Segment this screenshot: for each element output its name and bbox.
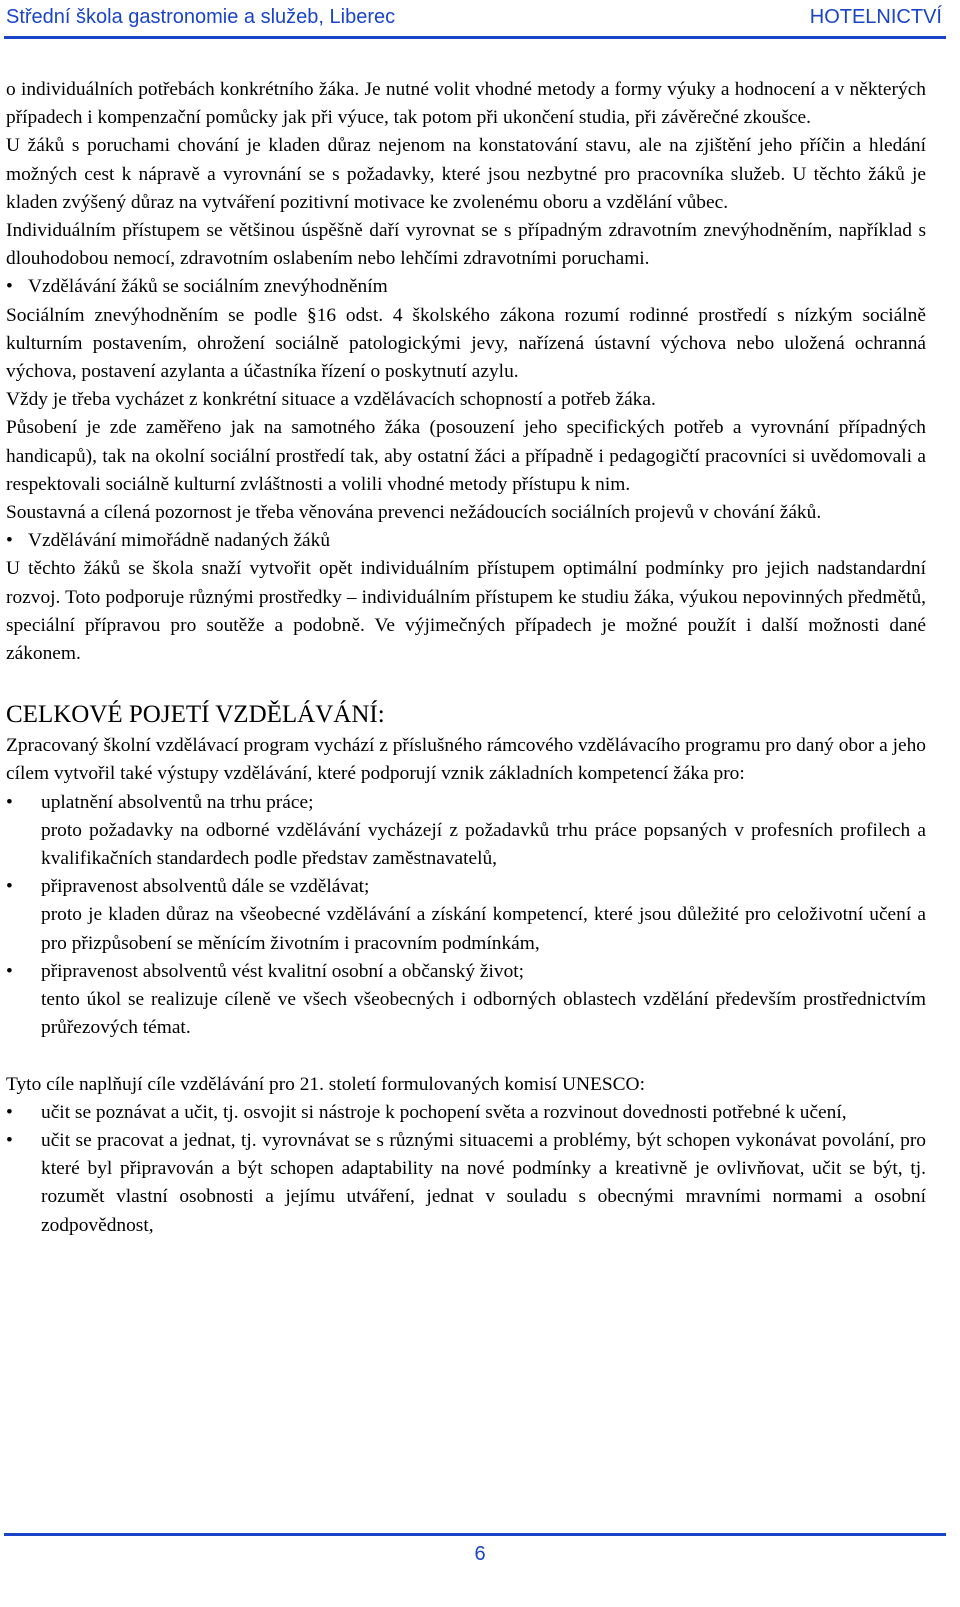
bullet-icon: • <box>6 1101 13 1123</box>
paragraph: Individuálním přístupem se většinou úspěšně daří vyrovnat se s případným zdravotním znevýhodněním, například s dlouhodobou nemocí, zdravotním oslabením nebo lehčími zdravotními poruchami. <box>6 220 926 270</box>
subsection-gifted <box>6 527 926 555</box>
unesco-goals-list <box>6 1099 926 1240</box>
page-header <box>0 0 960 40</box>
spacer <box>6 1043 926 1071</box>
list-item-text: učit se poznávat a učit, tj. osvojit si nástroje k pochopení světa a rozvinout dovednosti potřebné k učení, <box>41 1101 847 1123</box>
page-number: 6 <box>474 1543 486 1565</box>
list-item-desc: tento úkol se realizuje cíleně ve všech všeobecných i odborných oblastech vzdělání především prostřednictvím průřezových témat. <box>41 989 926 1039</box>
paragraph: U těchto žáků se škola snaží vytvořit opět individuálním přístupem optimální podmínky pro jejich nadstandardní rozvoj. Toto podporuje různými prostředky – individuálním přístupem ke studiu žáka, výukou nepovinných předmětů, speciální přípravou pro soutěže a podobně. Ve výjimečných případech je možné použít i další možnosti dané zákonem. <box>6 558 926 665</box>
list-item <box>6 789 926 874</box>
subsection-title: Vzdělávání mimořádně nadaných žáků <box>28 530 331 552</box>
section-heading: CELKOVÉ POJETÍ VZDĚLÁVÁNÍ: <box>6 701 385 729</box>
paragraph: Působení je zde zaměřeno jak na samotného žáka (posouzení jeho specifických potřeb a vyrovnání případných handicapů), tak na okolní sociální prostředí tak, aby ostatní žáci a případně i pedagogičtí pracovníci si uvědomovali a respektovali sociálně kulturní zvláštnosti a volili vhodné metody přístupu k nim. <box>6 417 926 495</box>
header-rule <box>4 36 946 39</box>
paragraph: o individuálních potřebách konkrétního žáka. Je nutné volit vhodné metody a formy výuky a hodnocení a v některých případech i kompenzační pomůcky jak při výuce, tak potom při ukončení studia, při závěrečné zkoušce. <box>6 79 926 129</box>
subsection-social-disadvantage <box>6 273 926 301</box>
page-footer <box>0 1533 960 1603</box>
school-name: Střední škola gastronomie a služeb, Liberec <box>6 6 396 28</box>
list-item-desc: proto je kladen důraz na všeobecné vzdělávání a získání kompetencí, které jsou důležité pro celoživotní učení a pro přizpůsobení se měnícím životním i pracovním podmínkám, <box>41 904 926 954</box>
list-item <box>6 1099 926 1127</box>
list-item <box>6 1127 926 1240</box>
bullet-icon: • <box>6 276 13 298</box>
list-item-title: připravenost absolventů vést kvalitní osobní a občanský život; <box>41 960 525 982</box>
list-item-title: připravenost absolventů dále se vzdělávat; <box>41 876 370 898</box>
bullet-icon: • <box>6 791 13 813</box>
list-item-text: učit se pracovat a jednat, tj. vyrovnávat se s různými situacemi a problémy, být schopen vykonávat povolání, pro které byl připravován a být schopen adaptability na nové podmínky a kreativně je ovlivňovat, učit se být, tj. rozumět vlastní osobnosti a jejímu utváření, jednat v souladu s obecnými mravními normami a osobní zodpovědnost, <box>41 1129 926 1236</box>
paragraph: Vždy je třeba vycházet z konkrétní situace a vzdělávacích schopností a potřeb žáka. <box>6 389 656 411</box>
paragraph: Soustavná a cílená pozornost je třeba věnována prevenci nežádoucích sociálních projevů v chování žáků. <box>6 502 822 524</box>
bullet-icon: • <box>6 876 13 898</box>
subsection-title: Vzdělávání žáků se sociálním znevýhodněním <box>28 276 388 298</box>
document-body <box>6 76 926 1240</box>
list-item-title: uplatnění absolventů na trhu práce; <box>41 791 314 813</box>
paragraph: Sociálním znevýhodněním se podle §16 odst. 4 školského zákona rozumí rodinné prostředí s nízkým sociálně kulturním postavením, ohrožení sociálně patologickými jevy, nařízená ústavní výchova nebo uložená ochranná výchova, postavení azylanta a účastníka řízení o poskytnutí azylu. <box>6 304 926 383</box>
section-intro: Zpracovaný školní vzdělávací program vychází z příslušného rámcového vzdělávacího programu pro daný obor a jeho cílem vytvořil také výstupy vzdělávání, které podporují vznik základních kompetencí žáka pro: <box>6 735 926 785</box>
list-item <box>6 873 926 958</box>
unesco-intro: Tyto cíle naplňují cíle vzdělávání pro 21. století formulovaných komisí UNESCO: <box>6 1073 645 1095</box>
footer-rule <box>4 1533 946 1536</box>
competences-list <box>6 789 926 1043</box>
section-name: HOTELNICTVÍ <box>809 6 942 28</box>
bullet-icon: • <box>6 1129 13 1151</box>
paragraph: U žáků s poruchami chování je kladen důraz nejenom na konstatování stavu, ale na zjištění jeho příčin a hledání možných cest k nápravě a vyrovnání se s požadavky, které jsou nezbytné pro pracovníka služeb. U těchto žáků je kladen zvýšený důraz na vytváření pozitivní motivace ke zvolenému oboru a vzdělání vůbec. <box>6 135 926 213</box>
list-item <box>6 958 926 1043</box>
list-item-desc: proto požadavky na odborné vzdělávání vycházejí z požadavků trhu práce popsaných v profesních profilech a kvalifikačních standardech podle představ zaměstnavatelů, <box>41 819 926 870</box>
bullet-icon: • <box>6 530 13 552</box>
bullet-icon: • <box>6 960 13 982</box>
